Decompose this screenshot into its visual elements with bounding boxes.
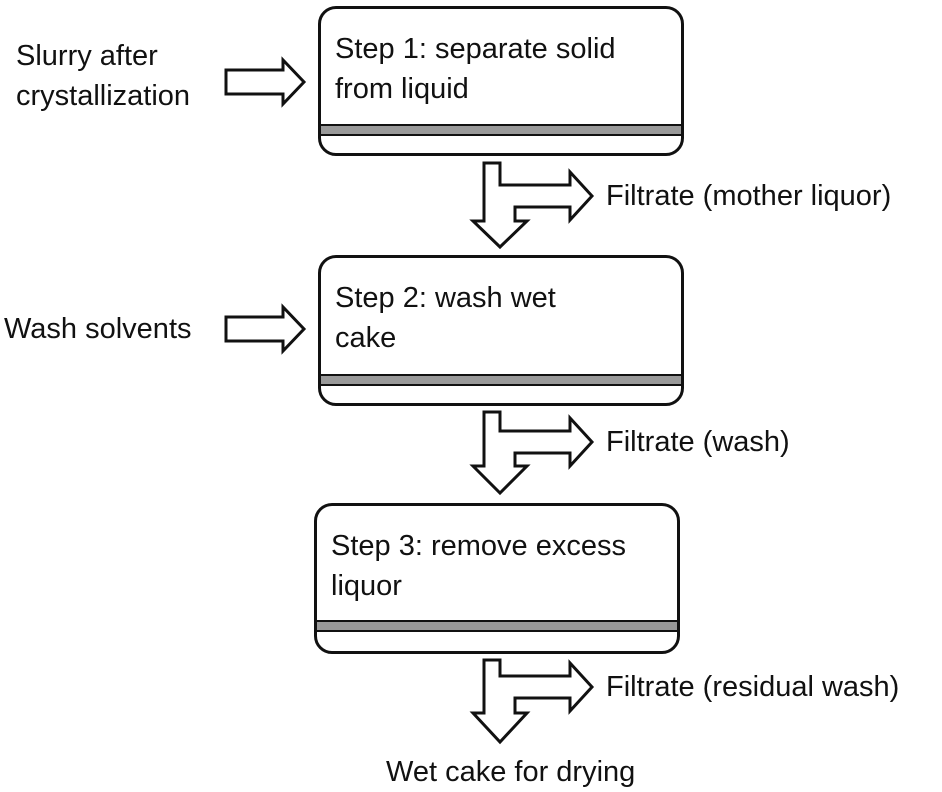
wash-solvents-label: Wash solvents xyxy=(4,313,192,345)
split-arrow-3 xyxy=(473,660,592,742)
slurry-input-arrow xyxy=(226,60,304,104)
step-2-label xyxy=(335,278,556,358)
step-3-line1: Step 3: remove excess xyxy=(331,530,626,562)
step-3-box xyxy=(314,503,680,654)
step-3-label xyxy=(331,526,626,606)
step-2-box xyxy=(318,255,684,406)
step-2-line1: Step 2: wash wet xyxy=(335,282,556,314)
split-arrow-1 xyxy=(473,163,592,247)
wet-cake-output-label: Wet cake for drying xyxy=(386,756,636,788)
filtrate-2-label: Filtrate (wash) xyxy=(606,426,790,458)
step-1-filter-band xyxy=(321,124,681,136)
step-1-label xyxy=(335,29,616,109)
slurry-label-line2: crystallization xyxy=(16,80,191,112)
filtrate-3-label: Filtrate (residual wash) xyxy=(606,671,900,703)
step-1-box xyxy=(318,6,684,156)
wash-input-arrow xyxy=(226,307,304,351)
step-1-line1: Step 1: separate solid xyxy=(335,33,616,65)
split-arrow-2 xyxy=(473,412,592,493)
slurry-label-line1: Slurry after xyxy=(16,40,158,72)
step-2-line2: cake xyxy=(335,322,397,354)
step-2-filter-band xyxy=(321,374,681,386)
step-1-line2: from liquid xyxy=(335,73,469,105)
step-3-filter-band xyxy=(317,620,677,632)
filtrate-1-label: Filtrate (mother liquor) xyxy=(606,180,892,212)
step-3-line2: liquor xyxy=(331,570,402,602)
